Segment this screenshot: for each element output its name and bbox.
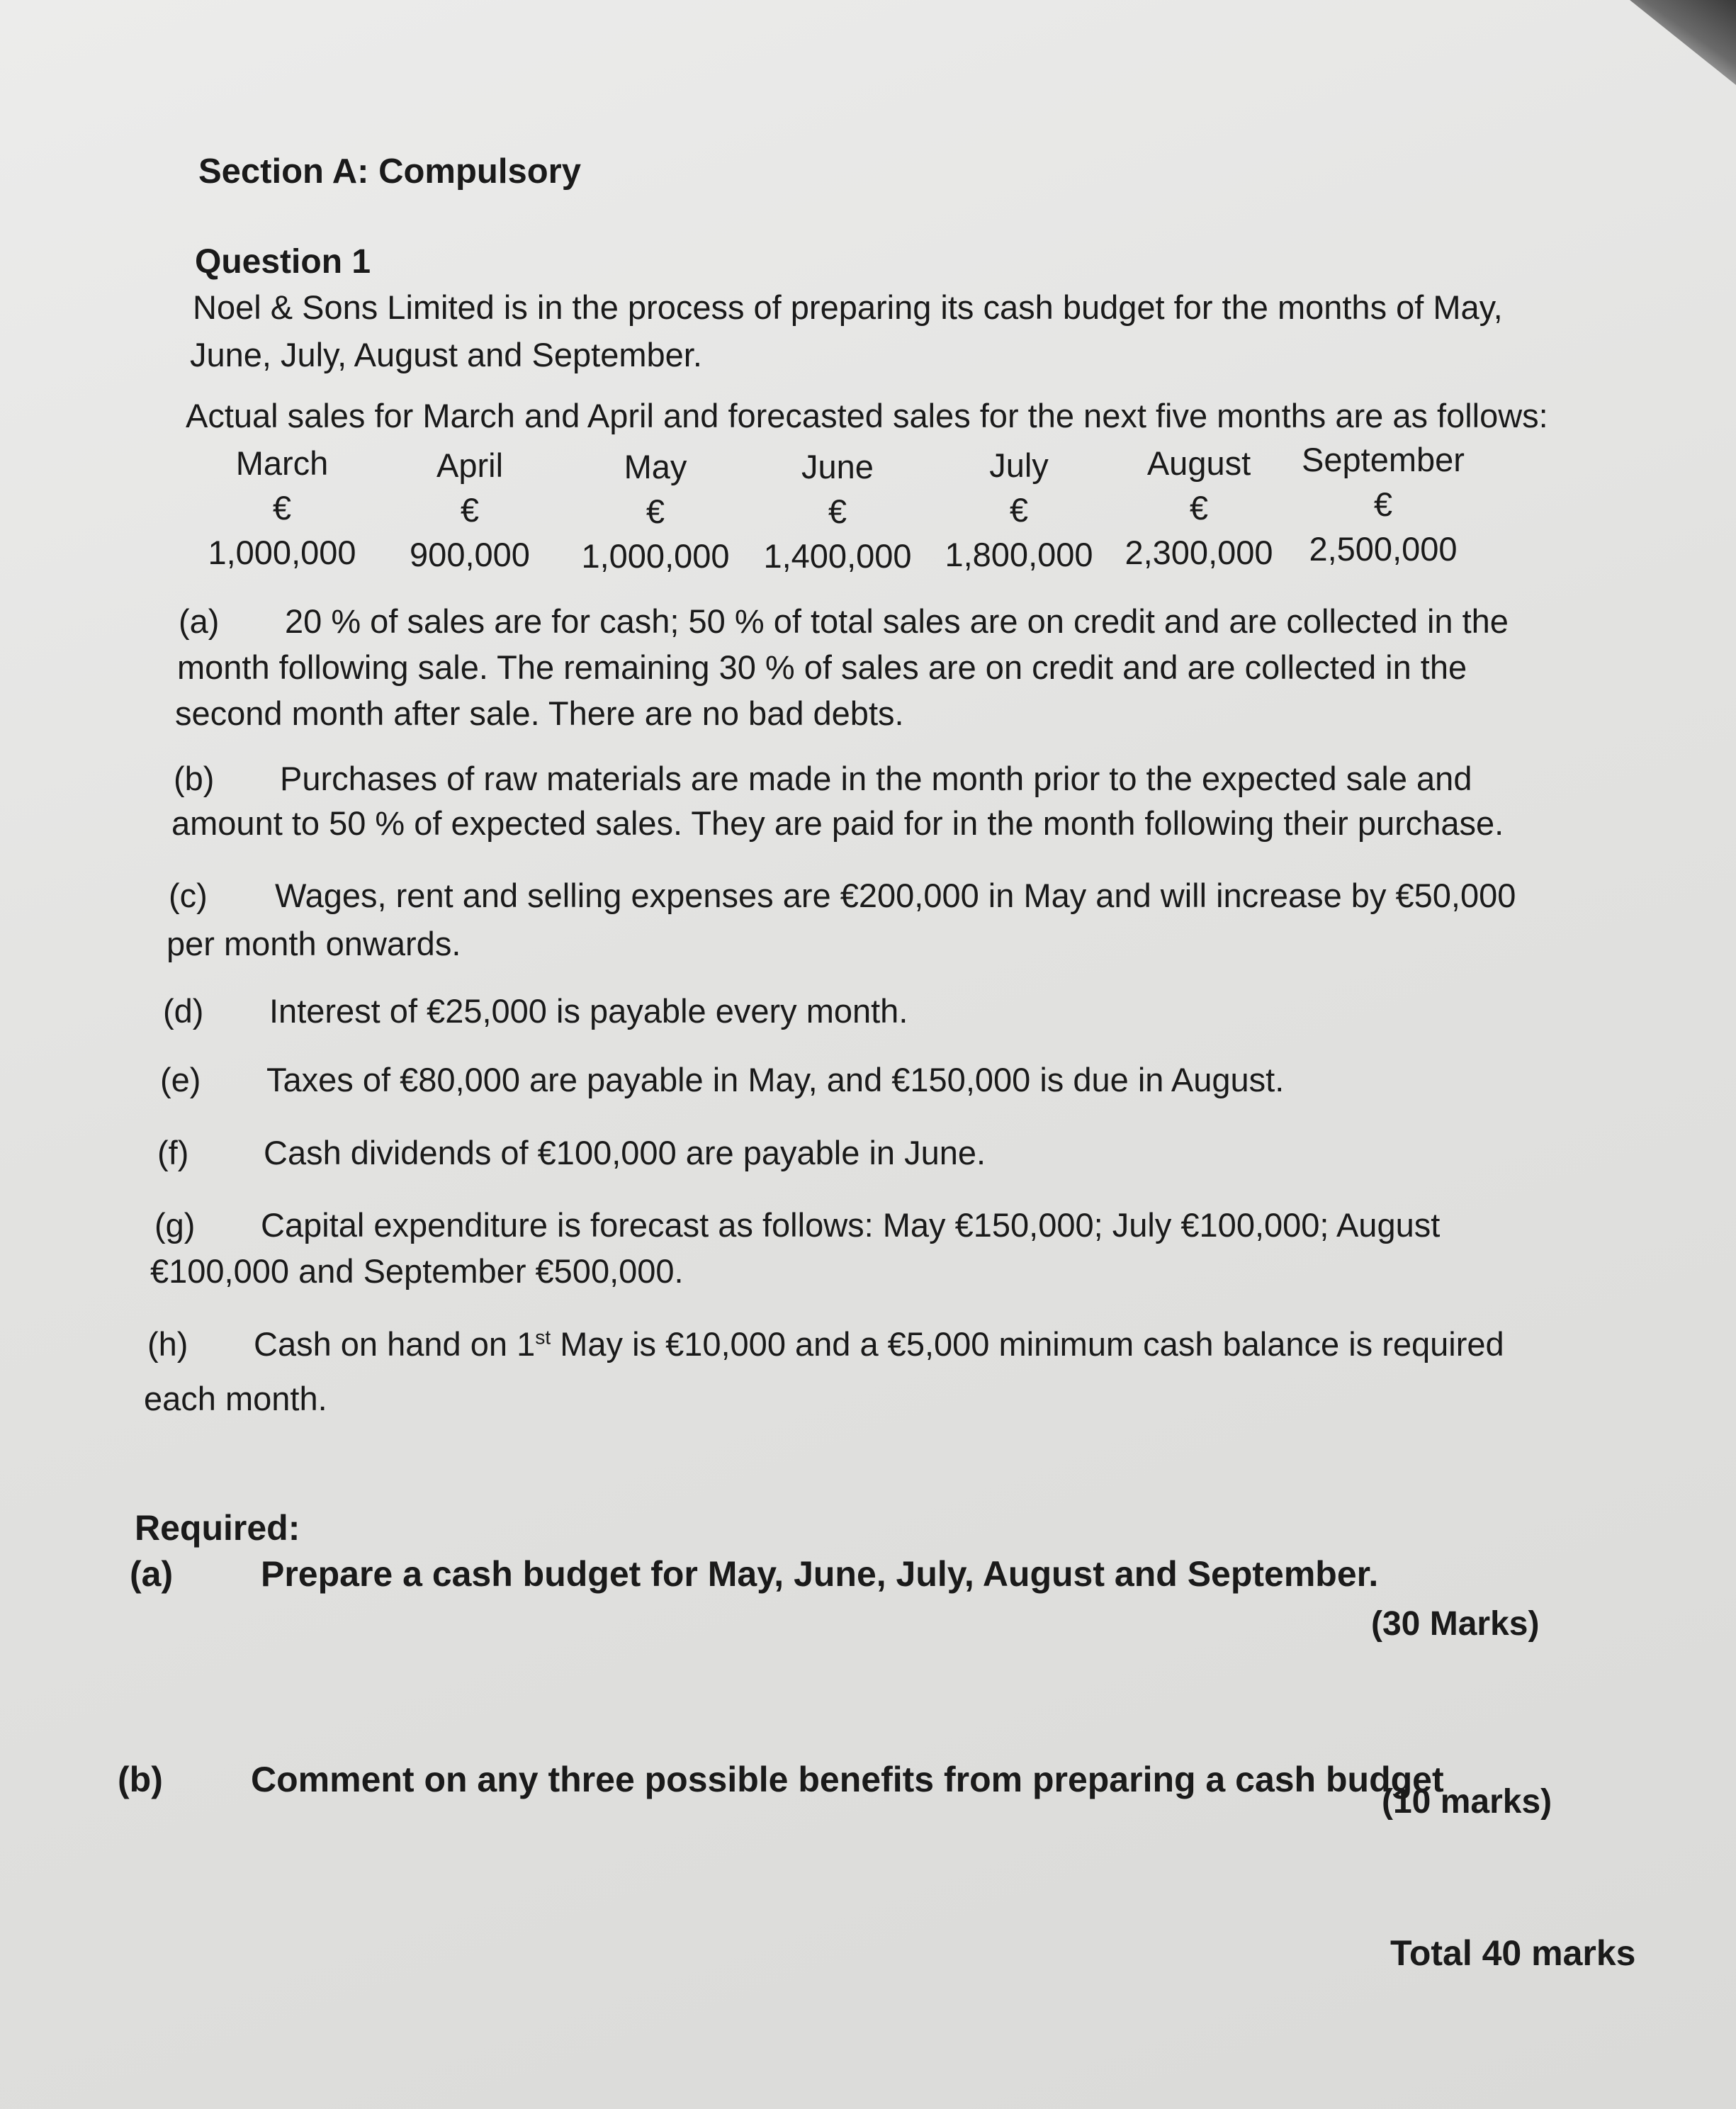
required-b-marks: (10 marks) xyxy=(1382,1783,1552,1821)
month-label: August xyxy=(1146,444,1251,482)
item-label: (h) xyxy=(147,1325,188,1363)
currency-symbol: € xyxy=(460,491,480,529)
item-text: Cash dividends of €100,000 are payable in June. xyxy=(264,1134,986,1171)
intro-line-1: Noel & Sons Limited is in the process of preparing its cash budget for the months of May, xyxy=(193,288,1503,326)
currency-symbol: € xyxy=(272,489,292,527)
sales-value: 1,800,000 xyxy=(945,536,1093,573)
sales-value: 1,000,000 xyxy=(208,534,356,571)
item-text-pre: Cash on hand on 1 xyxy=(254,1325,536,1363)
required-b-label: (b) xyxy=(118,1760,163,1799)
item-a-line-2: month following sale. The remaining 30 % of sales are on credit and are collected in the xyxy=(177,648,1467,686)
currency-symbol: € xyxy=(828,493,847,530)
item-text: 20 % of sales are for cash; 50 % of total sales are on credit and are collected in the xyxy=(285,602,1509,640)
currency-symbol: € xyxy=(1189,489,1209,527)
question-title: Question 1 xyxy=(195,243,371,281)
sales-col-august xyxy=(1100,443,1298,574)
item-label: (d) xyxy=(163,992,204,1030)
required-heading: Required: xyxy=(135,1508,300,1548)
required-b xyxy=(118,1757,1444,1802)
required-a-marks: (30 Marks) xyxy=(1371,1605,1540,1643)
sales-value: 2,500,000 xyxy=(1309,530,1458,568)
month-label: June xyxy=(801,448,874,485)
currency-symbol: € xyxy=(646,493,665,530)
required-a-text: Prepare a cash budget for May, June, July, August and September. xyxy=(261,1554,1379,1594)
sales-value: 1,000,000 xyxy=(581,537,730,575)
item-label: (f) xyxy=(157,1134,189,1171)
ordinal-superscript: st xyxy=(535,1325,551,1349)
item-f-line-1 xyxy=(157,1132,986,1174)
item-a-line-1 xyxy=(179,601,1509,643)
currency-symbol: € xyxy=(1009,491,1029,529)
month-label: March xyxy=(235,444,329,482)
item-c-line-1 xyxy=(169,875,1516,917)
month-label: July xyxy=(989,446,1049,484)
item-g-line-1 xyxy=(154,1205,1440,1247)
item-label: (a) xyxy=(179,602,220,640)
sales-col-march xyxy=(183,443,381,574)
item-b-line-1 xyxy=(174,758,1472,800)
item-b-line-2: amount to 50 % of expected sales. They are paid for in the month following their purchase. xyxy=(171,804,1504,842)
required-a-label: (a) xyxy=(130,1554,174,1594)
item-d-line-1 xyxy=(163,991,908,1033)
currency-symbol: € xyxy=(1373,485,1393,523)
item-text: Purchases of raw materials are made in the month prior to the expected sale and xyxy=(280,760,1472,797)
required-b-text: Comment on any three possible benefits from preparing a cash budget xyxy=(251,1760,1444,1799)
required-a xyxy=(130,1552,1378,1597)
item-text: Capital expenditure is forecast as follows: May €150,000; July €100,000; August xyxy=(261,1206,1441,1244)
sales-col-may xyxy=(556,446,755,578)
item-text-post: May is €10,000 and a €5,000 minimum cash balance is required xyxy=(551,1325,1504,1363)
item-h-line-2: each month. xyxy=(144,1380,327,1417)
item-text: Wages, rent and selling expenses are €200,000 in May and will increase by €50,000 xyxy=(275,877,1516,914)
item-c-line-2: per month onwards. xyxy=(167,925,461,962)
sales-col-june xyxy=(738,446,937,578)
total-marks: Total 40 marks xyxy=(1390,1933,1636,1973)
section-heading: Section A: Compulsory xyxy=(198,152,581,191)
intro-line-2: June, July, August and September. xyxy=(190,336,702,373)
item-label: (e) xyxy=(160,1061,201,1098)
sales-value: 1,400,000 xyxy=(763,537,912,575)
item-label: (g) xyxy=(154,1206,196,1244)
month-label: April xyxy=(436,446,504,484)
item-text: Taxes of €80,000 are payable in May, and €150,000 is due in August. xyxy=(266,1061,1285,1098)
item-e-line-1 xyxy=(160,1059,1284,1101)
item-g-line-2: €100,000 and September €500,000. xyxy=(150,1252,684,1290)
sales-col-april xyxy=(371,445,569,576)
item-h-line-1 xyxy=(147,1324,1504,1366)
month-label: September xyxy=(1302,441,1465,478)
sales-col-september xyxy=(1284,439,1482,570)
item-a-line-3: second month after sale. There are no bad debts. xyxy=(175,694,904,732)
item-label: (b) xyxy=(174,760,215,797)
sales-col-july xyxy=(920,445,1118,576)
sales-value: 900,000 xyxy=(410,536,530,573)
sales-value: 2,300,000 xyxy=(1125,534,1273,571)
item-label: (c) xyxy=(169,877,208,914)
month-label: May xyxy=(624,448,687,485)
sales-intro: Actual sales for March and April and forecasted sales for the next five months are as follows: xyxy=(186,397,1548,434)
item-text: Interest of €25,000 is payable every month. xyxy=(269,992,908,1030)
